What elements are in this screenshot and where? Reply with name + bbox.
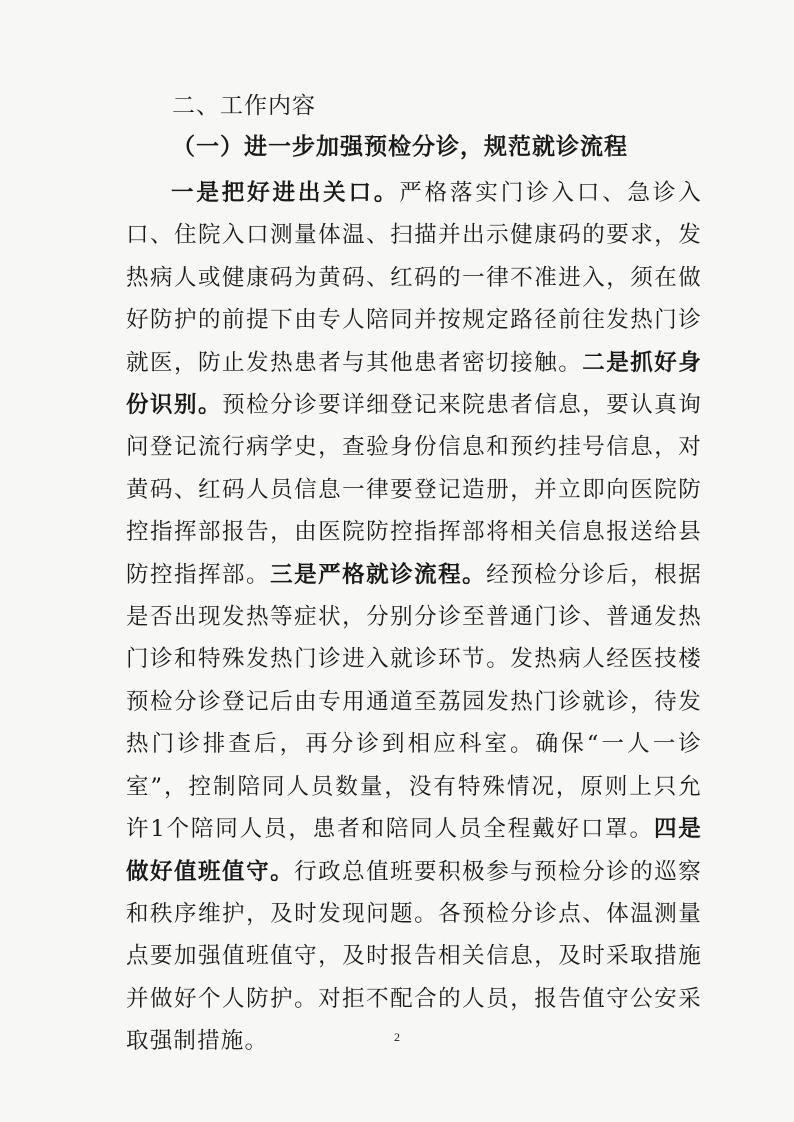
item-2-text: 预检分诊要详细登记来院患者信息，要认真询问登记流行病学史，查验身份信息和预约挂号信息，对黄码、红码人员信息一律要登记造册，并立即向医院防控指挥部报告，由医院防控指挥部将相关信息报送给县防控指挥部。: [126, 392, 702, 588]
subsection-heading: （一）进一步加强预检分诊，规范就诊流程: [172, 133, 628, 160]
body-paragraph: [126, 172, 702, 1063]
item-1-text: 严格落实门诊入口、急诊入口、住院入口测量体温、扫描并出示健康码的要求，发热病人或健康码为黄码、红码的一律不准进入，须在做好防护的前提下由专人陪同并按规定路径前往发热门诊就医，防止发热患者与其他患者密切接触。: [126, 180, 702, 376]
item-4-text: 行政总值班要积极参与预检分诊的巡察和秩序维护，及时发现问题。各预检分诊点、体温测量点要加强值班值守，及时报告相关信息，及时采取措施并做好个人防护。对拒不配合的人员，报告值守公安采取强制措施。: [126, 858, 702, 1055]
item-1-title: 一是把好进出关口。: [171, 180, 400, 206]
item-4-title: 四是做好值班值守。: [126, 816, 703, 885]
section-heading: 二、工作内容: [172, 93, 316, 119]
item-2-title: 二是抓好身份识别。: [126, 349, 702, 419]
item-3-title: 三是严格就诊流程。: [270, 561, 487, 588]
page-number: 2: [394, 1030, 400, 1044]
item-3-text: 经预检分诊后，根据是否出现发热等症状，分别分诊至普通门诊、普通发热门诊和特殊发热门诊进入就诊环节。发热病人经医技楼预检分诊登记后由专用通道至荔园发热门诊就诊，待发热门诊排查后，再分诊到相应科室。确保“一人一诊室”，控制陪同人员数量，没有特殊情况，原则上只允许1个陪同人员，患者和陪同人员全程戴好口罩。: [126, 561, 702, 843]
